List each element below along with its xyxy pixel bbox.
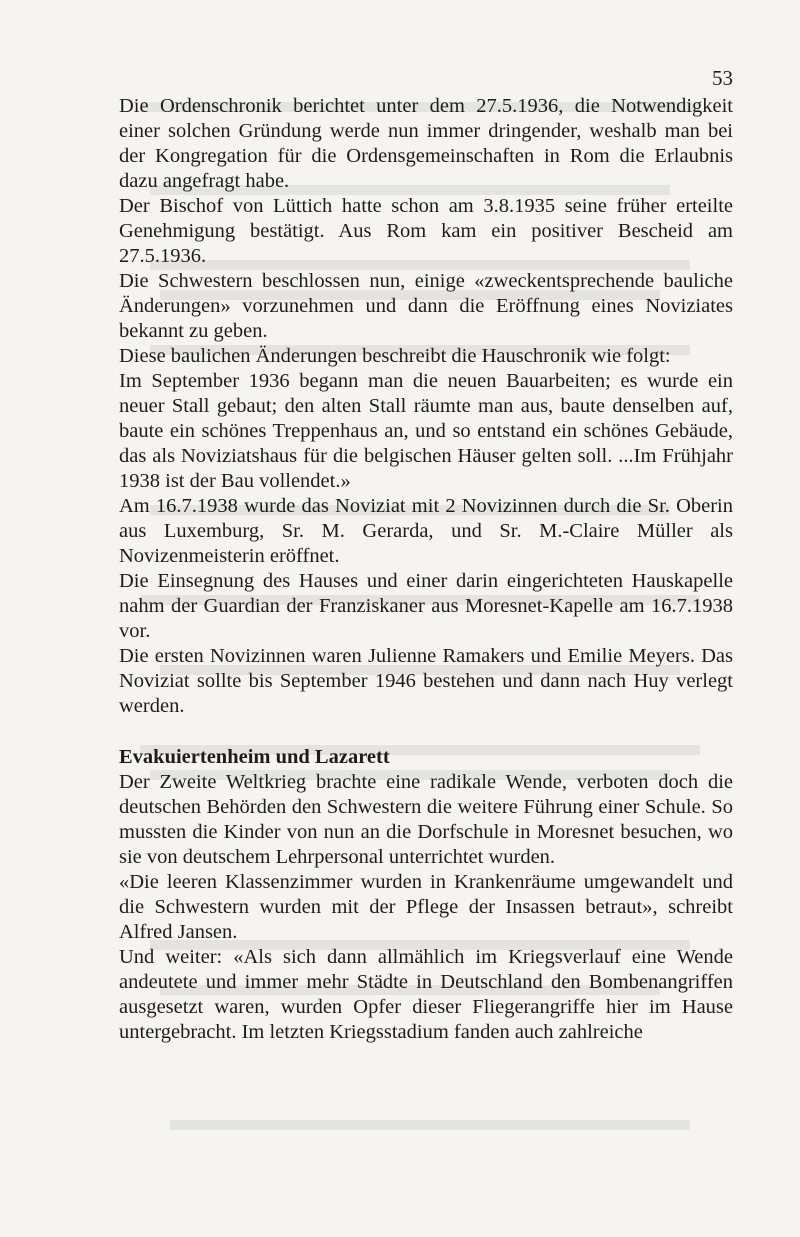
paragraph: Diese baulichen Änderungen beschreibt die Hauschronik wie folgt:: [119, 345, 671, 367]
paragraph: Die ersten Novizinnen waren Julienne Ramakers und Emilie Meyers. Das Noviziat sollte bis September 1946 bestehen und dann nach Huy verlegt werden.: [119, 645, 733, 717]
paragraph: Am 16.7.1938 wurde das Noviziat mit 2 Novizinnen durch die Sr. Oberin aus Luxemburg, Sr. M. Gerarda, und Sr. M.-Claire Müller als Novizenmeisterin eröffnet.: [119, 495, 733, 567]
paragraph: Die Einsegnung des Hauses und einer darin eingerichteten Hauskapelle nahm der Guardian der Franziskaner aus Moresnet-Kapelle am 16.7.1938 vor.: [119, 570, 733, 642]
paragraph: Die Schwestern beschlossen nun, einige «zweckentsprechende bauliche Änderungen» vorzunehmen und dann die Eröffnung eines Noviziates bekannt zu geben.: [119, 270, 733, 342]
paragraph: Der Bischof von Lüttich hatte schon am 3.8.1935 seine früher erteilte Genehmigung bestätigt. Aus Rom kam ein positiver Bescheid am 27.5.1936.: [119, 195, 733, 267]
section-heading: Evakuiertenheim und Lazarett: [119, 746, 390, 768]
paragraph: «Die leeren Klassenzimmer wurden in Krankenräume umgewandelt und die Schwestern wurden mit der Pflege der Insassen betraut», schreibt Alfred Jansen.: [119, 871, 733, 943]
paragraph: Der Zweite Weltkrieg brachte eine radikale Wende, verboten doch die deutschen Behörden den Schwestern die weitere Führung einer Schule. So mussten die Kinder von nun an die Dorfschule in Moresnet besuchen, wo sie von deutschem Lehrpersonal unterrichtet wurden.: [119, 771, 733, 868]
paragraph: Und weiter: «Als sich dann allmählich im Kriegsverlauf eine Wende andeutete und immer mehr Städte in Deutschland den Bombenangriffen ausgesetzt waren, wurden Opfer dieser Fliegerangriffe hier im Hause untergebracht. Im letzten Kriegsstadium fanden auch zahlreiche: [119, 946, 733, 1043]
page-number: 53: [712, 66, 733, 90]
paragraph: Die Ordenschronik berichtet unter dem 27.5.1936, die Notwendigkeit einer solchen Gründung werde nun immer dringender, weshalb man bei der Kongregation für die Ordensgemeinschaften in Rom die Erlaubnis dazu angefragt habe.: [119, 95, 733, 192]
body-text: [119, 94, 733, 1045]
paragraph: Im September 1936 begann man die neuen Bauarbeiten; es wurde ein neuer Stall gebaut; den alten Stall räumte man aus, baute denselben auf, baute ein schönes Treppenhaus an, und so entstand ein schönes Gebäude, das als Noviziatshaus für die belgischen Häuser gelten soll. ...Im Frühjahr 1938 ist der Bau vollendet.»: [119, 370, 733, 492]
